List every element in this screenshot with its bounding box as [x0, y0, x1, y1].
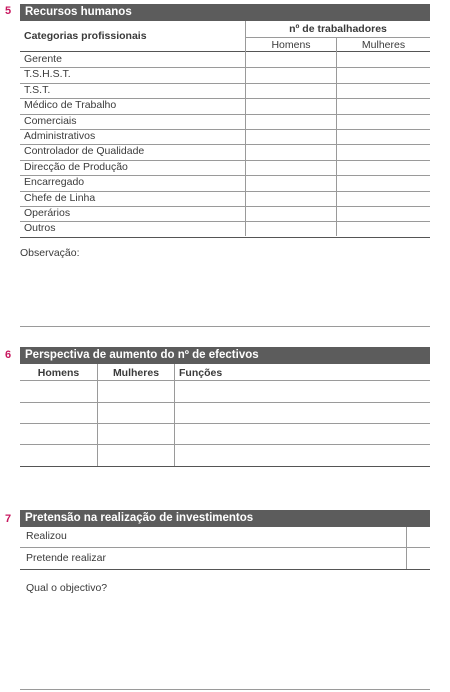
women-count-cell[interactable]	[337, 221, 430, 236]
women-count-cell[interactable]	[337, 144, 430, 159]
section-6-number: 6	[5, 349, 12, 361]
realizou-checkbox[interactable]	[407, 528, 430, 547]
women-count-cell[interactable]	[337, 160, 430, 175]
row-divider	[20, 237, 430, 238]
men-count-cell[interactable]	[246, 129, 336, 144]
category-label: Direcção de Produção	[24, 160, 128, 173]
category-label: Comerciais	[24, 114, 77, 127]
s6-row-line	[20, 444, 430, 445]
option-pretende-realizar: Pretende realizar	[26, 552, 106, 564]
option-realizou: Realizou	[26, 530, 67, 542]
table-row	[20, 83, 430, 98]
s6-row-line	[20, 423, 430, 424]
women-count-cell[interactable]	[337, 206, 430, 221]
women-column-header: Mulheres	[361, 39, 406, 51]
women-count-cell[interactable]	[337, 191, 430, 206]
women-count-cell[interactable]	[337, 129, 430, 144]
men-count-cell[interactable]	[246, 114, 336, 129]
s6-column-divider	[174, 364, 175, 466]
table-row	[20, 114, 430, 129]
s6-functions-header: Funções	[179, 367, 223, 379]
s7-row-line	[20, 547, 430, 548]
observation-line[interactable]	[20, 326, 430, 327]
men-count-cell[interactable]	[246, 191, 336, 206]
category-label: Controlador de Qualidade	[24, 145, 145, 158]
table-row	[20, 221, 430, 236]
category-label: Médico de Trabalho	[24, 99, 117, 112]
table-row	[20, 206, 430, 221]
men-count-cell[interactable]	[246, 221, 336, 236]
pretende-realizar-checkbox[interactable]	[407, 549, 430, 569]
section-6-header: Perspectiva de aumento do nº de efectivos	[20, 347, 430, 364]
table-row	[20, 191, 430, 206]
category-label: T.S.T.	[24, 83, 51, 96]
s6-row-line	[20, 466, 430, 467]
section-5-number: 5	[5, 5, 12, 17]
category-label: Gerente	[24, 53, 62, 65]
workers-column-header: nº de trabalhadores	[289, 23, 387, 35]
category-label: Operários	[24, 207, 71, 219]
s7-row-line	[20, 569, 430, 570]
s6-column-divider	[97, 364, 98, 466]
s6-row-line	[20, 402, 430, 403]
men-count-cell[interactable]	[246, 206, 336, 221]
women-count-cell[interactable]	[337, 52, 430, 67]
workers-header-divider	[245, 37, 430, 38]
table-row	[20, 52, 430, 67]
column-divider-men-women	[336, 37, 337, 236]
table-row	[20, 98, 430, 113]
table-row	[20, 129, 430, 144]
women-count-cell[interactable]	[337, 67, 430, 82]
category-label: T.S.H.S.T.	[24, 68, 71, 81]
men-count-cell[interactable]	[246, 160, 336, 175]
objective-question: Qual o objectivo?	[26, 582, 108, 594]
table-row	[20, 175, 430, 190]
men-count-cell[interactable]	[246, 144, 336, 159]
category-label: Outros	[24, 222, 56, 235]
objective-answer-line[interactable]	[20, 689, 430, 690]
men-count-cell[interactable]	[246, 52, 336, 67]
observation-label: Observação:	[20, 247, 80, 259]
women-count-cell[interactable]	[337, 175, 430, 190]
women-count-cell[interactable]	[337, 83, 430, 98]
s6-women-header: Mulheres	[112, 367, 160, 379]
men-count-cell[interactable]	[246, 175, 336, 190]
men-count-cell[interactable]	[246, 67, 336, 82]
category-label: Administrativos	[24, 130, 96, 142]
women-count-cell[interactable]	[337, 114, 430, 129]
s6-row-line	[20, 380, 430, 381]
women-count-cell[interactable]	[337, 98, 430, 113]
table-row	[20, 160, 430, 175]
s6-men-header: Homens	[37, 367, 80, 379]
section-7-number: 7	[5, 513, 12, 525]
categories-column-header: Categorias profissionais	[24, 30, 147, 42]
section-7-header: Pretensão na realização de investimentos	[20, 510, 430, 527]
section-5-header: Recursos humanos	[20, 4, 430, 21]
column-divider-categories	[245, 21, 246, 236]
category-label: Chefe de Linha	[24, 191, 96, 204]
category-label: Encarregado	[24, 176, 85, 189]
men-count-cell[interactable]	[246, 83, 336, 98]
table-row	[20, 67, 430, 82]
men-column-header: Homens	[271, 39, 311, 51]
men-count-cell[interactable]	[246, 98, 336, 113]
table-row	[20, 144, 430, 159]
